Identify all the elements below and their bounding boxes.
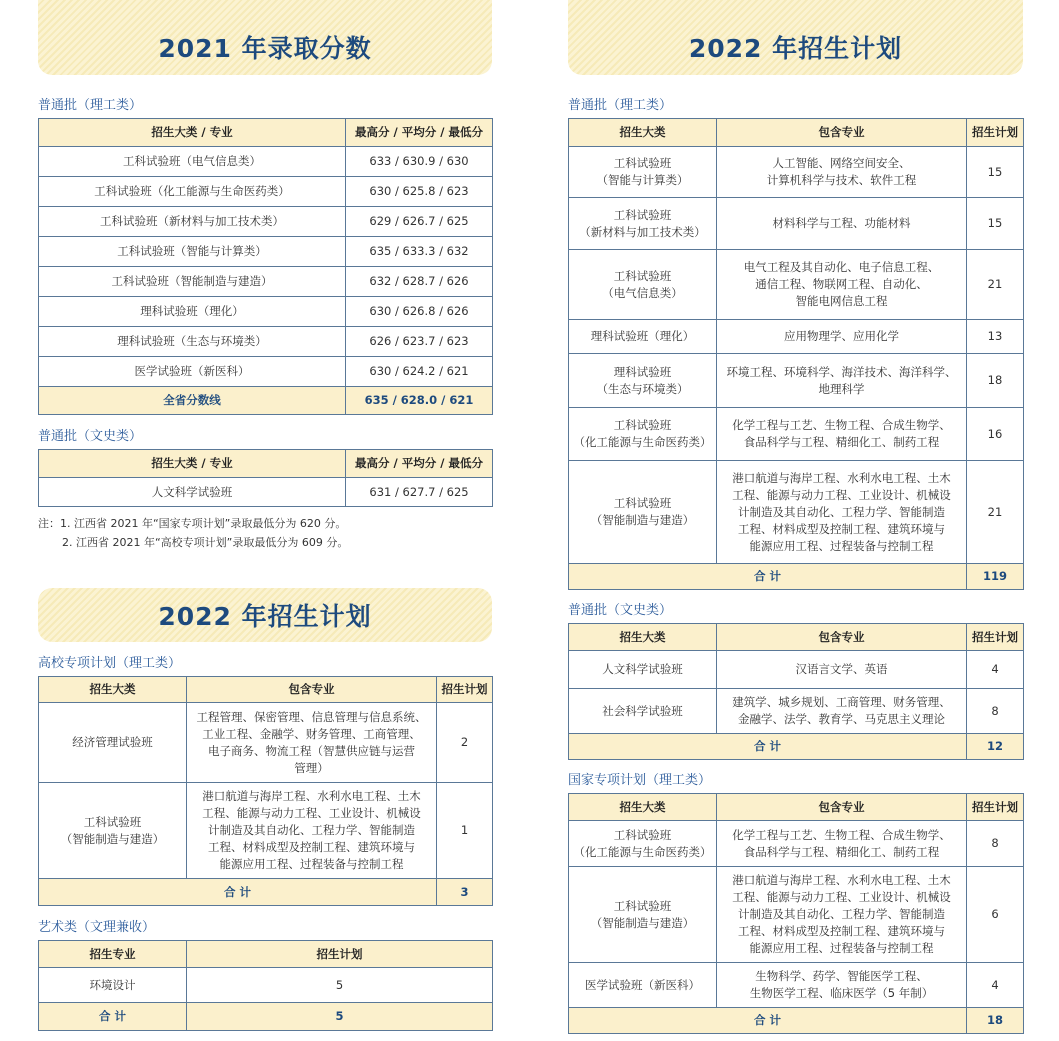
art-plan-table [38,940,493,1031]
table-cell: 632 / 628.7 / 626 [346,267,493,297]
table-cell: 生物科学、药学、智能医学工程、 生物医学工程、临床医学（5 年制） [717,963,967,1008]
banner-2022-plan-left [38,588,492,642]
column-header: 最高分 / 平均分 / 最低分 [346,119,493,147]
table-cell: 工科试验班（智能与计算类） [39,237,346,267]
header-row [39,450,493,478]
total-label: 合 计 [39,1003,187,1031]
table-cell: 环境工程、环境科学、海洋技术、海洋科学、 地理科学 [717,354,967,408]
table-cell: 汉语言文学、英语 [717,651,967,689]
column-header: 招生计划 [967,794,1024,821]
column-header: 包含专业 [717,794,967,821]
total-row [569,564,1024,590]
table-cell: 2 [437,703,493,783]
note-1: 注：1. 江西省 2021 年“国家专项计划”录取最低分为 620 分。 [38,517,347,530]
table-cell: 630 / 625.8 / 623 [346,177,493,207]
table-row [39,703,493,783]
total-label: 合 计 [569,564,967,590]
table-cell: 6 [967,867,1024,963]
total-row [39,387,493,415]
table-cell: 工科试验班 （智能与计算类） [569,147,717,198]
header-row [569,624,1024,651]
subsection-label: 普通批（理工类） [568,98,673,113]
table-cell: 理科试验班（理化） [39,297,346,327]
table-row [39,327,493,357]
table-row [39,357,493,387]
table-cell: 人文科学试验班 [39,478,346,507]
total-row [39,1003,493,1031]
header-row [39,119,493,147]
table-cell: 631 / 627.7 / 625 [346,478,493,507]
table-row [39,207,493,237]
table-row [569,250,1024,320]
column-header: 包含专业 [717,119,967,147]
table-cell: 材料科学与工程、功能材料 [717,198,967,250]
table-cell: 4 [967,963,1024,1008]
total-value: 18 [967,1008,1024,1034]
total-value: 5 [187,1003,493,1031]
note-2: 2. 江西省 2021 年“高校专项计划”录取最低分为 609 分。 [62,536,349,549]
table-cell: 21 [967,250,1024,320]
table-row [569,821,1024,867]
table-cell: 人文科学试验班 [569,651,717,689]
total-row [569,734,1024,760]
column-header: 包含专业 [187,677,437,703]
table-row [569,651,1024,689]
subsection-label: 普通批（文史类） [38,429,143,444]
table-cell: 工科试验班 （化工能源与生命医药类） [569,821,717,867]
column-header: 招生大类 [569,624,717,651]
header-row [39,677,493,703]
table-cell: 电气工程及其自动化、电子信息工程、 通信工程、物联网工程、自动化、 智能电网信息工程 [717,250,967,320]
plan-arts-table [568,623,1024,760]
header-row [39,941,493,968]
table-row [39,968,493,1003]
table-cell: 化学工程与工艺、生物工程、合成生物学、 食品科学与工程、精细化工、制药工程 [717,408,967,461]
column-header: 招生专业 [39,941,187,968]
total-label: 合 计 [569,1008,967,1034]
column-header: 招生计划 [967,624,1024,651]
table-cell: 人工智能、网络空间安全、 计算机科学与技术、软件工程 [717,147,967,198]
table-cell: 工科试验班（化工能源与生命医药类） [39,177,346,207]
table-cell: 环境设计 [39,968,187,1003]
subsection-label: 普通批（理工类） [38,98,143,113]
total-row [39,879,493,906]
table-cell: 626 / 623.7 / 623 [346,327,493,357]
table-cell: 经济管理试验班 [39,703,187,783]
column-header: 招生大类 [569,794,717,821]
table-row [569,354,1024,408]
table-cell: 工科试验班 （新材料与加工技术类） [569,198,717,250]
subsection-label: 国家专项计划（理工类） [568,773,712,788]
table-cell: 港口航道与海岸工程、水利水电工程、土木 工程、能源与动力工程、工业设计、机械设 计制造及其自动化、工程力学、智能制造 工程、材料成型及控制工程、建筑环境与 能源应用工程、过程装备与控制工程 [717,461,967,564]
table-cell: 建筑学、城乡规划、工商管理、财务管理、 金融学、法学、教育学、马克思主义理论 [717,689,967,734]
table-cell: 港口航道与海岸工程、水利水电工程、土木 工程、能源与动力工程、工业设计、机械设 计制造及其自动化、工程力学、智能制造 工程、材料成型及控制工程、建筑环境与 能源应用工程、过程装备与控制工程 [187,783,437,879]
total-label: 合 计 [39,879,437,906]
table-cell: 工科试验班（电气信息类） [39,147,346,177]
table-cell: 15 [967,198,1024,250]
total-value: 635 / 628.0 / 621 [346,387,493,415]
total-row [569,1008,1024,1034]
table-row [569,408,1024,461]
table-cell: 18 [967,354,1024,408]
table-row [39,147,493,177]
table-cell: 1 [437,783,493,879]
column-header: 招生计划 [967,119,1024,147]
table-cell: 应用物理学、应用化学 [717,320,967,354]
table-cell: 工科试验班（新材料与加工技术类） [39,207,346,237]
table-cell: 医学试验班（新医科） [39,357,346,387]
table-cell: 理科试验班（理化） [569,320,717,354]
table-cell: 工科试验班 （智能制造与建造） [569,867,717,963]
table-cell: 工科试验班 （电气信息类） [569,250,717,320]
table-row [39,237,493,267]
column-header: 招生大类 / 专业 [39,119,346,147]
column-header: 最高分 / 平均分 / 最低分 [346,450,493,478]
table-cell: 4 [967,651,1024,689]
subsection-label: 普通批（文史类） [568,603,673,618]
section-title: 2022 年招生计划 [688,34,903,63]
scores-science-table [38,118,493,415]
scores-arts-table [38,449,493,507]
table-row [569,461,1024,564]
column-header: 招生大类 [39,677,187,703]
table-row [569,689,1024,734]
table-cell: 理科试验班 （生态与环境类） [569,354,717,408]
table-cell: 21 [967,461,1024,564]
table-cell: 工程管理、保密管理、信息管理与信息系统、 工业工程、金融学、财务管理、工商管理、 电子商务、物流工程（智慧供应链与运营 管理） [187,703,437,783]
table-cell: 633 / 630.9 / 630 [346,147,493,177]
section-title: 2022 年招生计划 [158,602,372,631]
header-row [569,119,1024,147]
table-cell: 港口航道与海岸工程、水利水电工程、土木 工程、能源与动力工程、工业设计、机械设 计制造及其自动化、工程力学、智能制造 工程、材料成型及控制工程、建筑环境与 能源应用工程、过程装备与控制工程 [717,867,967,963]
table-row [569,147,1024,198]
table-row [39,783,493,879]
table-cell: 15 [967,147,1024,198]
table-row [39,267,493,297]
table-cell: 16 [967,408,1024,461]
table-cell: 635 / 633.3 / 632 [346,237,493,267]
table-cell: 化学工程与工艺、生物工程、合成生物学、 食品科学与工程、精细化工、制药工程 [717,821,967,867]
table-row [569,867,1024,963]
table-cell: 8 [967,689,1024,734]
special-plan-table [38,676,493,906]
table-cell: 工科试验班 （智能制造与建造） [39,783,187,879]
column-header: 招生计划 [437,677,493,703]
table-cell: 理科试验班（生态与环境类） [39,327,346,357]
table-cell: 工科试验班 （化工能源与生命医药类） [569,408,717,461]
banner-2021-scores [38,0,492,75]
table-row [569,198,1024,250]
total-label: 全省分数线 [39,387,346,415]
column-header: 招生大类 [569,119,717,147]
table-row [569,963,1024,1008]
section-title: 2021 年录取分数 [158,34,372,63]
total-value: 3 [437,879,493,906]
table-row [39,478,493,507]
table-cell: 5 [187,968,493,1003]
column-header: 包含专业 [717,624,967,651]
plan-science-table [568,118,1024,590]
table-cell: 工科试验班 （智能制造与建造） [569,461,717,564]
national-plan-table [568,793,1024,1034]
table-cell: 医学试验班（新医科） [569,963,717,1008]
table-cell: 工科试验班（智能制造与建造） [39,267,346,297]
table-cell: 13 [967,320,1024,354]
banner-2022-plan [568,0,1023,75]
table-row [569,320,1024,354]
total-value: 12 [967,734,1024,760]
table-cell: 社会科学试验班 [569,689,717,734]
subsection-label: 高校专项计划（理工类） [38,656,182,671]
total-label: 合 计 [569,734,967,760]
total-value: 119 [967,564,1024,590]
table-cell: 630 / 626.8 / 626 [346,297,493,327]
table-row [39,297,493,327]
subsection-label: 艺术类（文理兼收） [38,920,156,935]
table-row [39,177,493,207]
table-cell: 630 / 624.2 / 621 [346,357,493,387]
table-cell: 629 / 626.7 / 625 [346,207,493,237]
header-row [569,794,1024,821]
table-cell: 8 [967,821,1024,867]
column-header: 招生计划 [187,941,493,968]
column-header: 招生大类 / 专业 [39,450,346,478]
